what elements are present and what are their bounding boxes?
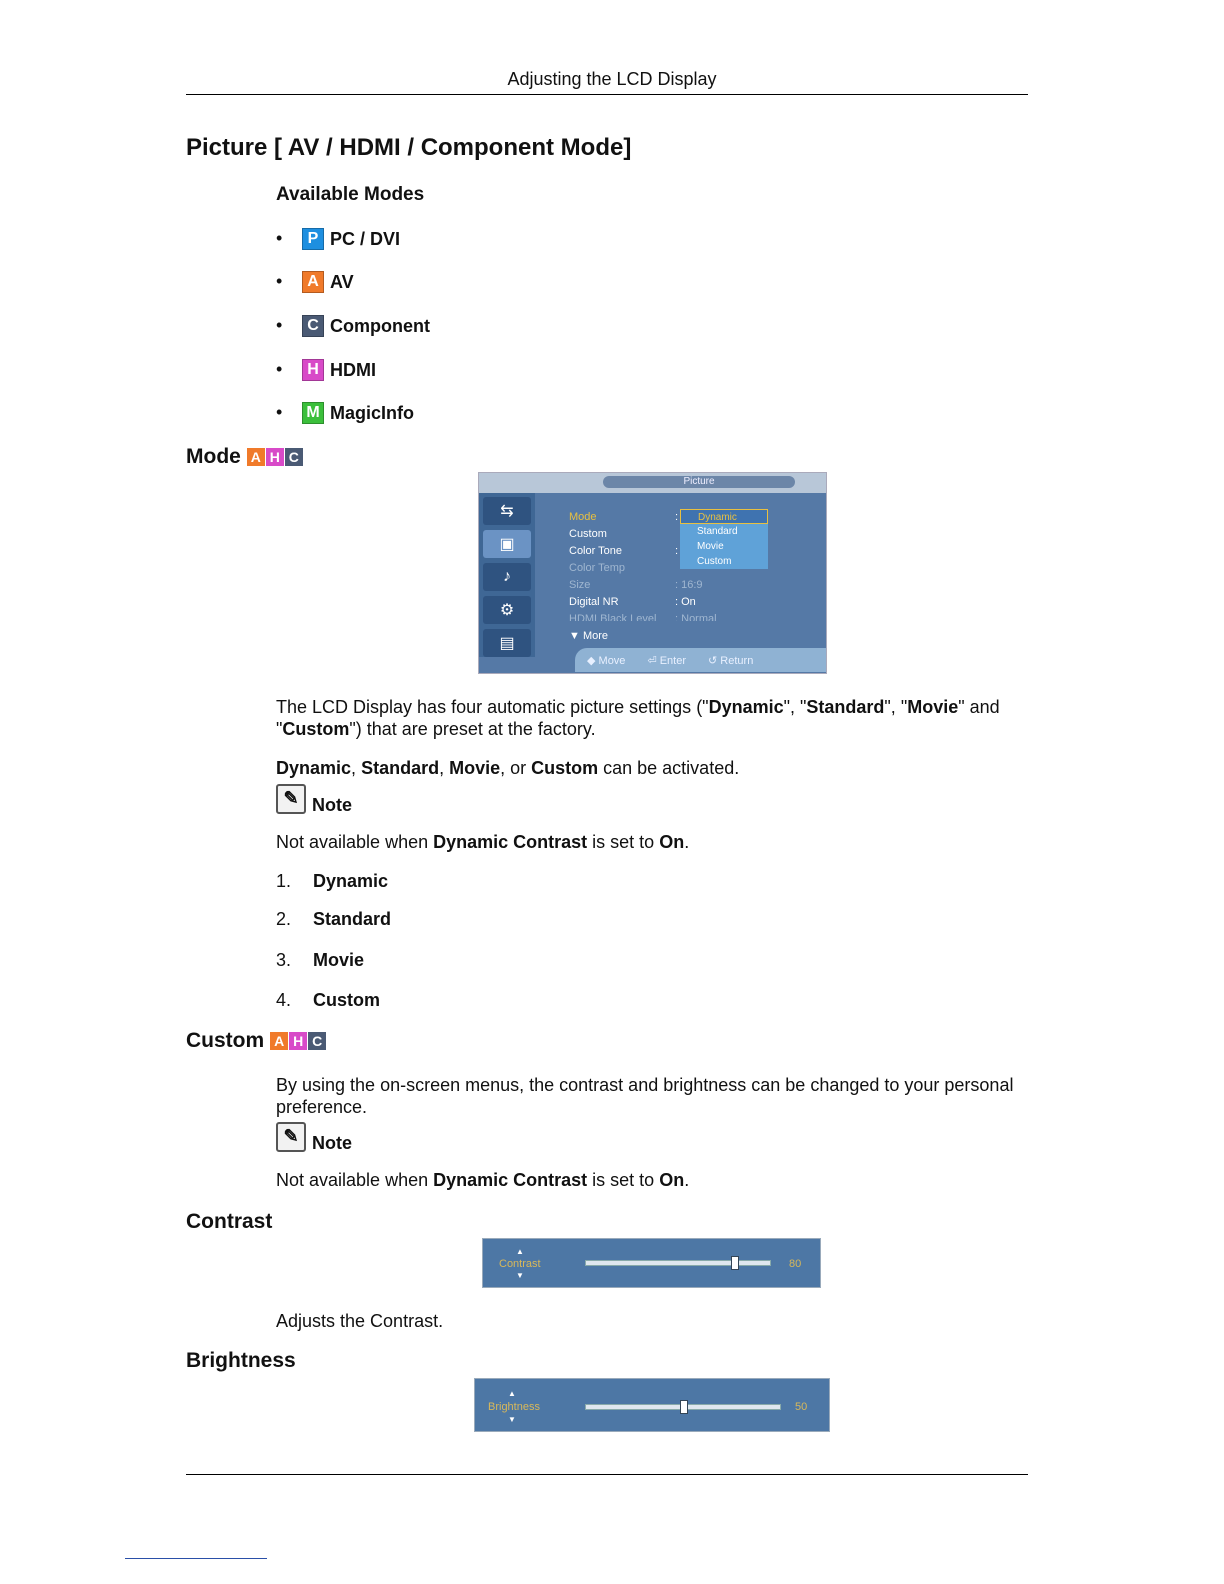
mode-label: MagicInfo bbox=[330, 402, 414, 423]
page-header-title: Adjusting the LCD Display bbox=[507, 69, 717, 89]
osd-sidebar bbox=[479, 493, 535, 657]
text-run: , or bbox=[500, 758, 532, 778]
brightness-slider-screenshot bbox=[474, 1378, 830, 1432]
bullet: • bbox=[276, 402, 283, 422]
osd-colon: : bbox=[675, 511, 679, 523]
custom-heading bbox=[186, 1029, 327, 1053]
mode-description bbox=[276, 696, 1036, 740]
osd-value: : Normal bbox=[675, 613, 717, 621]
component-mode-icon: C bbox=[302, 315, 324, 337]
note-heading bbox=[276, 1119, 352, 1154]
down-arrow-icon: ▼ bbox=[516, 1271, 524, 1280]
note-pencil-icon: ✎ bbox=[276, 784, 306, 814]
note-label: Note bbox=[312, 795, 352, 815]
brightness-value: 50 bbox=[795, 1401, 808, 1413]
text-run: Custom bbox=[531, 758, 599, 778]
footer-rule bbox=[186, 1474, 1028, 1475]
mode-activation-text bbox=[276, 757, 1036, 779]
osd-footer-label: Enter bbox=[659, 654, 687, 667]
note-label: Note bbox=[312, 1133, 352, 1153]
osd-dropdown-option: Dynamic bbox=[680, 509, 768, 524]
list-item bbox=[276, 990, 380, 1011]
list-item bbox=[276, 909, 391, 930]
picture-icon: ▣ bbox=[483, 530, 531, 558]
contrast-slider-label: Contrast bbox=[499, 1258, 541, 1270]
text-run: Movie bbox=[907, 697, 959, 717]
custom-badges bbox=[270, 1032, 327, 1050]
text-run: Dynamic bbox=[708, 697, 784, 717]
text-run: . bbox=[684, 832, 690, 852]
mode-item-av bbox=[302, 271, 354, 293]
osd-more bbox=[569, 630, 608, 642]
osd-item: HDMI Black Level bbox=[569, 613, 657, 621]
osd-value-text: 16:9 bbox=[681, 579, 703, 591]
osd-item: Mode bbox=[569, 511, 597, 523]
text-run: is set to bbox=[587, 1170, 660, 1190]
text-run: can be activated. bbox=[598, 758, 740, 778]
av-badge-icon: A bbox=[270, 1032, 288, 1050]
note-pencil-icon: ✎ bbox=[276, 1122, 306, 1152]
bullet: • bbox=[276, 271, 283, 291]
custom-note-text bbox=[276, 1169, 1036, 1191]
hdmi-badge-icon: H bbox=[266, 448, 284, 466]
osd-value-text: On bbox=[681, 596, 696, 608]
osd-footer-label: Return bbox=[720, 654, 754, 667]
up-arrow-icon: ▲ bbox=[516, 1247, 524, 1256]
note-heading bbox=[276, 781, 352, 816]
picture-osd-screenshot bbox=[478, 472, 827, 674]
custom-title: Custom bbox=[186, 1029, 265, 1052]
osd-dropdown-option: Standard bbox=[680, 524, 768, 539]
hdmi-badge-icon: H bbox=[289, 1032, 307, 1050]
osd-footer bbox=[575, 648, 826, 672]
list-label: Dynamic bbox=[313, 871, 389, 891]
section-title: Picture [ AV / HDMI / Component Mode] bbox=[186, 134, 632, 161]
text-run: Not available when bbox=[276, 1170, 434, 1190]
osd-colon: : bbox=[675, 545, 679, 557]
text-run: is set to bbox=[587, 832, 660, 852]
list-item bbox=[276, 871, 388, 892]
text-run: On bbox=[659, 1170, 685, 1190]
text-run: ", " bbox=[884, 697, 908, 717]
text-run: Not available when bbox=[276, 832, 434, 852]
list-label: Movie bbox=[313, 950, 365, 970]
component-badge-icon: C bbox=[285, 448, 303, 466]
text-run: On bbox=[659, 832, 685, 852]
text-run: , bbox=[439, 758, 450, 778]
list-number: 3. bbox=[276, 950, 292, 970]
av-mode-icon: A bbox=[302, 271, 324, 293]
footer-link-underline bbox=[125, 1558, 267, 1559]
contrast-slider-screenshot bbox=[482, 1238, 821, 1288]
osd-title: Picture bbox=[603, 476, 795, 488]
osd-footer-return bbox=[708, 654, 753, 667]
osd-dropdown-option: Movie bbox=[680, 539, 768, 554]
osd-value: : 16:9 bbox=[675, 579, 703, 591]
osd-item: Custom bbox=[569, 528, 607, 540]
bullet: • bbox=[276, 228, 283, 248]
osd-footer-move bbox=[587, 654, 625, 667]
hdmi-mode-icon: H bbox=[302, 359, 324, 381]
text-run: ") that are preset at the factory. bbox=[349, 719, 596, 739]
bullet: • bbox=[276, 359, 283, 379]
osd-footer-enter bbox=[647, 654, 686, 667]
sound-icon: ♪ bbox=[483, 563, 531, 591]
mode-item-pc-dvi bbox=[302, 228, 400, 250]
mode-note-text bbox=[276, 831, 1036, 853]
mode-label: HDMI bbox=[330, 359, 376, 380]
osd-value: : On bbox=[675, 596, 696, 608]
text-run: The LCD Display has four automatic picture settings (" bbox=[276, 697, 709, 717]
osd-item: Digital NR bbox=[569, 596, 619, 608]
contrast-description: Adjusts the Contrast. bbox=[276, 1311, 444, 1331]
brightness-heading: Brightness bbox=[186, 1349, 296, 1372]
text-run: Dynamic Contrast bbox=[433, 1170, 588, 1190]
mode-item-magicinfo bbox=[302, 402, 414, 424]
text-run: Dynamic bbox=[276, 758, 352, 778]
osd-item: Color Tone bbox=[569, 545, 622, 557]
text-run: Movie bbox=[449, 758, 501, 778]
text-run: , bbox=[351, 758, 362, 778]
osd-item: Color Temp bbox=[569, 562, 626, 574]
header-rule bbox=[186, 94, 1028, 95]
list-number: 4. bbox=[276, 990, 292, 1010]
list-label: Custom bbox=[313, 990, 380, 1010]
chevron-down-icon: ▼ bbox=[569, 630, 580, 642]
mode-label: Component bbox=[330, 315, 430, 336]
return-icon: ↺ bbox=[708, 654, 718, 667]
pc-mode-icon: P bbox=[302, 228, 324, 250]
contrast-value: 80 bbox=[789, 1258, 802, 1270]
list-number: 2. bbox=[276, 909, 292, 929]
list-label: Standard bbox=[313, 909, 392, 929]
mode-label: AV bbox=[330, 271, 354, 292]
bullet: • bbox=[276, 315, 283, 335]
available-modes-heading: Available Modes bbox=[276, 184, 425, 205]
setup-icon: ⚙ bbox=[483, 596, 531, 624]
text-run: Standard bbox=[361, 758, 440, 778]
contrast-thumb bbox=[731, 1256, 739, 1270]
osd-more-label: More bbox=[582, 630, 609, 642]
down-arrow-icon: ▼ bbox=[508, 1415, 516, 1424]
text-run: Standard bbox=[806, 697, 885, 717]
enter-icon: ⏎ bbox=[647, 654, 657, 667]
contrast-heading: Contrast bbox=[186, 1210, 273, 1233]
up-arrow-icon: ▲ bbox=[508, 1389, 516, 1398]
list-item bbox=[276, 950, 364, 971]
component-badge-icon: C bbox=[308, 1032, 326, 1050]
contrast-track bbox=[585, 1260, 771, 1266]
list-number: 1. bbox=[276, 871, 292, 891]
mode-title: Mode bbox=[186, 445, 241, 468]
osd-dropdown-option: Custom bbox=[680, 554, 768, 569]
custom-description: By using the on-screen menus, the contrast and brightness can be changed to your personal preference. bbox=[276, 1075, 1014, 1117]
text-run: Dynamic Contrast bbox=[433, 832, 588, 852]
osd-value-text: Normal bbox=[681, 613, 717, 621]
magicinfo-mode-icon: M bbox=[302, 402, 324, 424]
text-run: ", " bbox=[783, 697, 807, 717]
av-badge-icon: A bbox=[247, 448, 265, 466]
multi-control-icon: ▤ bbox=[483, 629, 531, 657]
mode-item-hdmi bbox=[302, 359, 376, 381]
mode-item-component bbox=[302, 315, 430, 337]
text-run: Custom bbox=[282, 719, 350, 739]
brightness-slider-label: Brightness bbox=[488, 1401, 540, 1413]
mode-label: PC / DVI bbox=[330, 228, 401, 249]
text-run: . bbox=[684, 1170, 690, 1190]
input-icon: ⇆ bbox=[483, 497, 531, 525]
mode-heading bbox=[186, 445, 304, 469]
mode-badges bbox=[247, 448, 304, 466]
text-run: " and " bbox=[276, 697, 1000, 739]
osd-item: Size bbox=[569, 579, 591, 591]
osd-footer-label: Move bbox=[598, 654, 626, 667]
brightness-thumb bbox=[680, 1400, 688, 1414]
move-icon: ◆ bbox=[587, 654, 596, 667]
